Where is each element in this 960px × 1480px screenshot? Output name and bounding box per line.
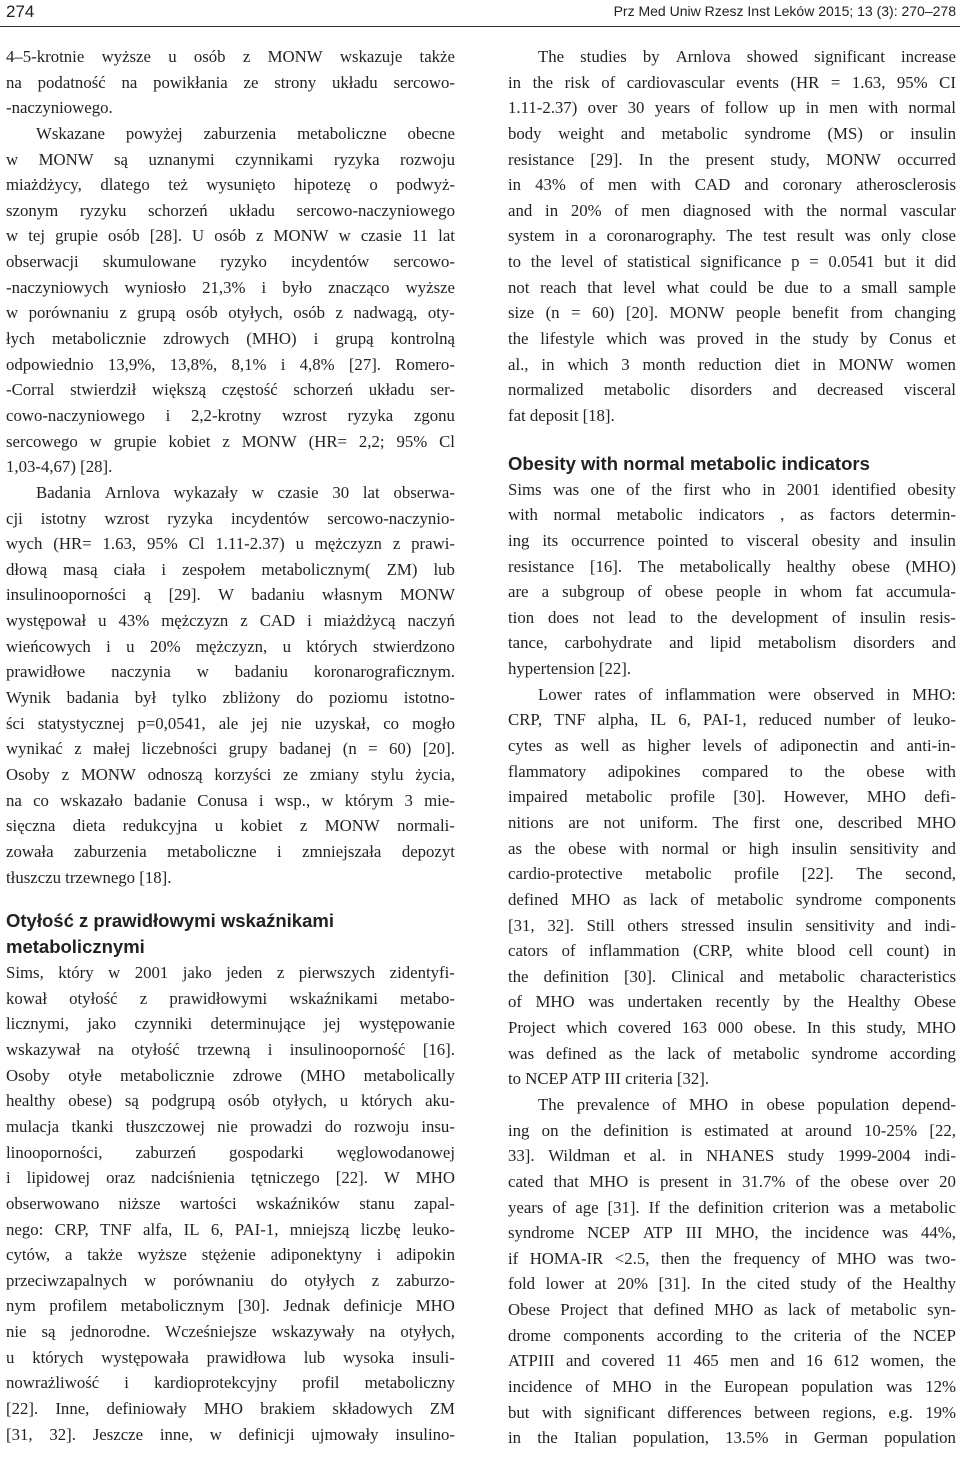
text-line: and in 20% of men diagnosed with the normal vascular	[508, 200, 956, 220]
text-line: system in a coronarography. The test result was only close	[508, 226, 956, 246]
text-line: -naczyniowego.	[6, 98, 113, 118]
text-line: przeciwzapalnych w porównaniu do otyłych z zaburzo-	[6, 1270, 455, 1290]
text-line: insulinooporności ą [29]. W badaniu własnym MONW	[6, 585, 455, 605]
right-paragraph-4	[508, 1092, 956, 1451]
text-line: was defined as the lack of metabolic syndrome according	[508, 1043, 956, 1063]
text-line: flammatory adipokines compared to the obese with	[508, 761, 956, 781]
text-line: cardio-protective metabolic profile [22]. The second,	[508, 864, 956, 884]
text-line: Badania Arnlova wykazały w czasie 30 lat obserwa-	[36, 482, 455, 502]
text-line: cators of inflammation (CRP, white blood cell count) in	[508, 941, 956, 961]
text-line: healthy obese) są podgrupą osób otyłych, u których aku-	[6, 1091, 455, 1111]
text-line: tance, carbohydrate and lipid metabolism disorders and	[508, 633, 956, 653]
right-column	[508, 44, 956, 1451]
text-line: wynikać z małej liczebności grupy badanej (n = 60) [20].	[6, 739, 455, 759]
text-line: [31, 32]. Still others stressed insulin sensitivity and indi-	[508, 915, 956, 935]
text-line: resistance [16]. The metabolically healthy obese (MHO)	[508, 556, 956, 576]
page-header	[0, 0, 960, 26]
header-rule	[0, 26, 960, 27]
text-line: -Corral stwierdził większą częstość schorzeń układu ser-	[6, 380, 455, 400]
text-line: cytów, a także wyższe stężenie adiponektyny i adipokin	[6, 1245, 455, 1265]
text-line: 33]. Wildman et al. in NHANES study 1999-2004 indi-	[508, 1146, 956, 1166]
text-line: Osoby otyłe metabolicznie zdrowe (MHO metabolically	[6, 1065, 455, 1085]
text-line: u których występowała prawidłowa lub wysoka insuli-	[6, 1347, 455, 1367]
text-line: in 43% of men with CAD and coronary atherosclerosis	[508, 175, 956, 195]
text-line: not reach that level what could be due to a small sample	[508, 277, 956, 297]
text-line: obserwacji skumulowane ryzyko incydentów sercowo-	[6, 252, 455, 272]
left-section-heading	[6, 908, 455, 960]
text-line: wych (HR= 1.63, 95% Cl 1.11-2.37) u mężczyzn z prawi-	[6, 534, 455, 554]
text-line: incidence of MHO in the European population was 12%	[508, 1377, 956, 1397]
text-line: zowała zaburzenia metaboliczne i zmniejszała depozyt	[6, 841, 455, 861]
text-line: The prevalence of MHO in obese population depend-	[538, 1094, 956, 1114]
right-paragraph-1	[508, 44, 956, 429]
right-section-heading: Obesity with normal metabolic indicators	[508, 452, 870, 474]
text-line: 1.11-2.37) over 30 years of follow up in men with normal	[508, 98, 956, 118]
text-line: years of age [31]. If the definition criterion was a metabolic	[508, 1197, 956, 1217]
text-line: wieńcowych i u 20% mężczyzn, u których stwierdzono	[6, 636, 455, 656]
text-line: Osoby z MONW odnoszą korzyści ze zmiany stylu życia,	[6, 764, 455, 784]
text-line: in the Italian population, 13.5% in German population	[508, 1428, 956, 1448]
left-paragraph-1	[6, 44, 455, 121]
text-line: tion does not lead to the development of insulin resis-	[508, 607, 956, 627]
text-line: cji istotny wzrost ryzyka incydentów sercowo-naczynio-	[6, 508, 455, 528]
text-line: sięczna dieta redukcyjna u kobiet z MONW normali-	[6, 816, 455, 836]
text-line: ing on the definition is estimated at around 10-25% [22,	[508, 1120, 956, 1140]
text-line: 4–5-krotnie wyższe u osób z MONW wskazuje także	[6, 47, 455, 66]
running-head: Prz Med Uniw Rzesz Inst Leków 2015; 13 (3): 270–278	[613, 3, 956, 19]
text-line: size (n = 60) [20]. MONW people benefit from changing	[508, 303, 956, 323]
text-line: i lipidowej oraz nadciśnienia tętniczego [22]. W MHO	[6, 1168, 455, 1188]
text-line: nym profilem metabolicznym [30]. Jednak definicje MHO	[6, 1296, 455, 1316]
text-line: normalized metabolic disorders and decreased visceral	[508, 380, 956, 400]
text-line: with normal metabolic indicators , as factors determin-	[508, 505, 956, 525]
text-line: ści statystycznej p=0,0541, ale jej nie uzyskał, co mogło	[6, 713, 455, 733]
text-line: licznymi, jako czynniki determinujące jej występowanie	[6, 1014, 455, 1034]
text-line: defined MHO as lack of metabolic syndrome components	[508, 889, 956, 909]
text-line: Obese Project that defined MHO as lack of metabolic syn-	[508, 1300, 956, 1320]
text-line: are a subgroup of obese people in whom fat accumula-	[508, 582, 956, 602]
text-line: [31, 32]. Jeszcze inne, w definicji ujmowały insulino-	[6, 1424, 455, 1444]
text-line: body weight and metabolic syndrome (MS) or insulin	[508, 123, 956, 143]
text-line: mulacja tkanki tłuszczowej nie prowadzi do rozwoju insu-	[6, 1116, 455, 1136]
text-line: the definition [30]. Clinical and metabolic characteristics	[508, 966, 956, 986]
right-paragraph-2	[508, 477, 956, 682]
page-number: 274	[6, 2, 35, 21]
text-line: na podatność na powikłania ze strony układu sercowo-	[6, 72, 455, 92]
text-line: cytes as well as higher levels of adiponectin and anti-in-	[508, 736, 956, 756]
text-line: wskazywał na otyłość trzewną i insulinooporność [16].	[6, 1040, 455, 1060]
text-line: Project which covered 163 000 obese. In this study, MHO	[508, 1018, 956, 1038]
text-line: w tej grupie osób [28]. U osób z MONW w czasie 11 lat	[6, 226, 455, 246]
text-line: to the level of statistical significance p = 0.0541 but it did	[508, 252, 956, 272]
text-line: nitions are not uniform. The first one, described MHO	[508, 812, 956, 832]
text-line: Lower rates of inflammation were observed in MHO:	[538, 684, 956, 704]
text-line: w MONW są uznanymi czynnikami ryzyka rozwoju	[6, 149, 455, 169]
text-line: The studies by Arnlova showed significant increase	[538, 47, 956, 66]
text-line: Wskazane powyżej zaburzenia metaboliczne obecne	[36, 123, 455, 143]
text-line: na co wskazało badanie Conusa i wsp., w którym 3 mie-	[6, 790, 455, 810]
text-line: cated that MHO is present in 31.7% of the obese over 20	[508, 1171, 956, 1191]
text-line: nego: CRP, TNF alfa, IL 6, PAI-1, mniejszą liczbę leuko-	[6, 1219, 455, 1239]
text-line: nowrażliwość i kardioprotekcyjny profil metaboliczny	[6, 1373, 455, 1393]
text-line: drome components according to the criteria of the NCEP	[508, 1325, 956, 1345]
text-line: syndrome NCEP ATP III MHO, the incidence was 44%,	[508, 1223, 956, 1243]
text-line: fold lower at 20% [31]. In the cited study of the Healthy	[508, 1274, 956, 1294]
section-heading-line: Otyłość z prawidłowymi wskaźnikami	[6, 910, 334, 932]
text-line: tłuszczu trzewnego [18].	[6, 867, 172, 887]
text-line: Sims was one of the first who in 2001 identified obesity	[508, 479, 956, 499]
text-line: sercowego w grupie kobiet z MONW (HR= 2,2; 95% Cl	[6, 431, 455, 451]
text-line: but with significant differences between regions, e.g. 19%	[508, 1402, 956, 1422]
text-line: to NCEP ATP III criteria [32].	[508, 1069, 710, 1089]
text-line: występował u 43% mężczyzn z CAD i miażdżycą naczyń	[6, 611, 455, 631]
text-line: -naczyniowych wyniosło 21,3% i było znacząco wyższe	[6, 277, 455, 297]
text-line: ing its occurrence pointed to visceral obesity and insulin	[508, 530, 956, 550]
text-line: hypertension [22].	[508, 659, 632, 679]
left-paragraph-4	[6, 960, 455, 1447]
text-line: ATPIII and covered 11 465 men and 16 612 women, the	[508, 1351, 956, 1371]
text-line: fat deposit [18].	[508, 405, 615, 425]
text-line: prawidłowe naczynia w badaniu koronarograficznym.	[6, 662, 455, 682]
text-line: cowo-naczyniowego i 2,2-krotny wzrost ryzyka zgonu	[6, 405, 455, 425]
text-line: as the obese with normal or high insulin sensitivity and	[508, 838, 956, 858]
text-line: Sims, który w 2001 jako jeden z pierwszych zidentyfi-	[6, 963, 455, 983]
text-line: 1,03-4,67) [28].	[6, 457, 113, 477]
left-paragraph-2	[6, 121, 455, 480]
text-line: obserwowano niższe wartości wskaźników stanu zapal-	[6, 1193, 455, 1213]
text-line: kował otyłość z prawidłowymi wskaźnikami metabo-	[6, 988, 455, 1008]
left-column	[6, 44, 455, 1447]
text-line: CRP, TNF alpha, IL 6, PAI-1, reduced number of leuko-	[508, 710, 956, 730]
text-line: if HOMA-IR <2.5, then the frequency of MHO was two-	[508, 1248, 956, 1268]
right-paragraph-3	[508, 682, 956, 1092]
text-line: łych metabolicznie zdrowych (MHO) i grupą kontrolną	[6, 329, 455, 349]
text-line: Wynik badania był tylko zbliżony do poziomu istotno-	[6, 688, 455, 708]
text-line: [22]. Inne, definiowały MHO brakiem składowych ZM	[6, 1399, 455, 1419]
text-line: linooporności, zaburzeń gospodarki węglowodanowej	[6, 1142, 455, 1162]
left-paragraph-3	[6, 480, 455, 890]
text-line: al., in which 3 month reduction diet in MONW women	[508, 354, 956, 374]
text-line: odpowiednio 13,9%, 13,8%, 8,1% i 4,8% [27]. Romero-	[6, 354, 455, 374]
text-line: dłową masą ciała i zespołem metabolicznym( ZM) lub	[6, 559, 455, 579]
text-line: in the risk of cardiovascular events (HR = 1.63, 95% CI	[508, 72, 956, 92]
text-line: of MHO was undertaken recently by the Healthy Obese	[508, 992, 956, 1012]
text-line: resistance [29]. In the present study, MONW occurred	[508, 149, 956, 169]
text-line: impaired metabolic profile [30]. However, MHO defi-	[508, 787, 956, 807]
text-line: w porównaniu z grupą osób otyłych, osób z nadwagą, oty-	[6, 303, 455, 323]
text-line: the lifestyle which was proved in the study by Conus et	[508, 329, 956, 349]
text-line: miażdżycy, dlatego też wysunięto hipotezę o podwyż-	[6, 175, 455, 195]
text-line: nie są jednorodne. Wcześniejsze wskazywały na otyłych,	[6, 1322, 455, 1342]
section-heading-line: metabolicznymi	[6, 936, 145, 958]
text-line: szonym ryzyku schorzeń układu sercowo-naczyniowego	[6, 200, 455, 220]
